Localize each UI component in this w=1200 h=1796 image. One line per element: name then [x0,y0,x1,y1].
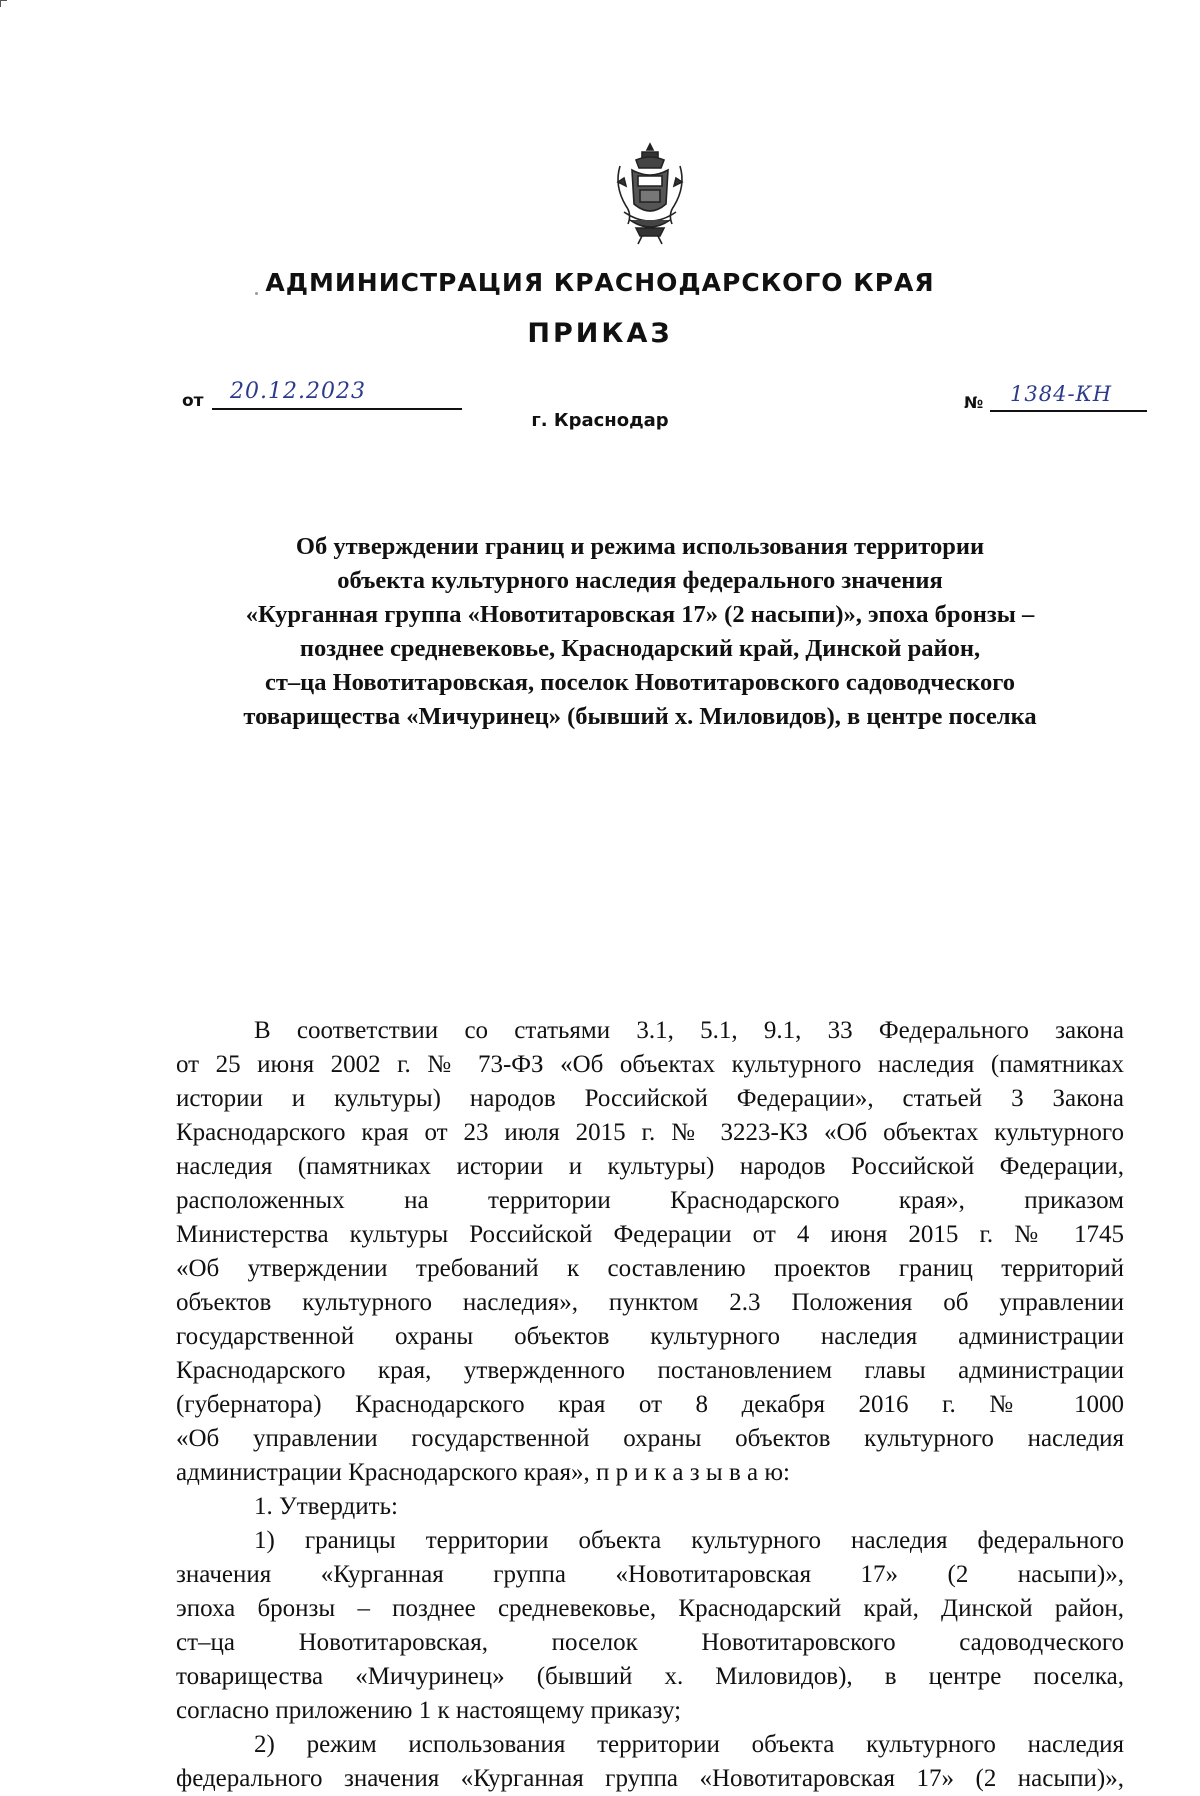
body-line: «Об утверждении требований к составлению проектов границ территорий [176,1255,1124,1282]
body-line: эпоха бронзы – позднее средневековье, Краснодарский край, Динской район, [176,1595,1124,1622]
issue-place: г. Краснодар [531,410,669,431]
body-line: от 25 июня 2002 г. № 73-ФЗ «Об объектах культурного наследия (памятниках [176,1051,1124,1078]
order-title [170,530,1110,734]
body-line: согласно приложению 1 к настоящему приказу; [176,1697,682,1724]
clause-heading: 1. Утвердить: [254,1493,398,1520]
number-sign: № [964,393,984,412]
order-body [176,1014,1124,1796]
body-line: администрации Краснодарского края», п р и к а з ы в а ю: [176,1459,790,1486]
scan-corner-mark [0,0,7,7]
document-type: ПРИКАЗ [527,318,673,349]
title-line: объекта культурного наследия федерального значения [337,567,943,594]
body-line: истории и культуры) народов Российской Федерации», статьей 3 Закона [176,1085,1124,1112]
title-line: Об утверждении границ и режима использования территории [295,533,985,560]
title-line: товарищества «Мичуринец» (бывший х. Миловидов), в центре поселка [243,703,1037,730]
body-line: государственной охраны объектов культурного наследия администрации [176,1323,1124,1350]
body-line: 1) границы территории объекта культурного наследия федерального [254,1527,1124,1554]
body-line: В соответствии со статьями 3.1, 5.1, 9.1, 33 Федерального закона [254,1017,1124,1044]
title-line: «Курганная группа «Новотитаровская 17» (2 насыпи)», эпоха бронзы – [245,601,1035,628]
number-underline [990,410,1147,412]
handwritten-date: 20.12.2023 [230,379,366,404]
body-line: 2) режим использования территории объекта культурного наследия [254,1731,1124,1758]
body-line: Министерства культуры Российской Федерации от 4 июня 2015 г. № 1745 [176,1221,1124,1248]
agency-name: АДМИНИСТРАЦИЯ КРАСНОДАРСКОГО КРАЯ [265,268,935,297]
body-line: федерального значения «Курганная группа «Новотитаровская 17» (2 насыпи)», [176,1765,1124,1792]
body-line: «Об управлении государственной охраны объектов культурного наследия [176,1425,1124,1452]
body-line: расположенных на территории Краснодарского края», приказом [176,1187,1124,1214]
body-line: Краснодарского края от 23 июля 2015 г. № 3223-КЗ «Об объектах культурного [176,1119,1124,1146]
title-line: ст–ца Новотитаровская, поселок Новотитаровского садоводческого [264,669,1016,696]
body-line: значения «Курганная группа «Новотитаровская 17» (2 насыпи)», [176,1561,1124,1588]
body-line: ст–ца Новотитаровская, поселок Новотитаровского садоводческого [176,1629,1124,1656]
body-line: наследия (памятниках истории и культуры) народов Российской Федерации, [176,1153,1124,1180]
krasnodar-coat-of-arms-emblem [612,142,688,246]
date-prefix: от [182,391,204,411]
body-line: объектов культурного наследия», пунктом 2.3 Положения об управлении [176,1289,1124,1316]
body-line: товарищества «Мичуринец» (бывший х. Миловидов), в центре поселка, [176,1663,1124,1690]
title-line: позднее средневековье, Краснодарский край, Динской район, [299,635,981,662]
body-line: (губернатора) Краснодарского края от 8 декабря 2016 г. № 1000 [176,1391,1124,1418]
handwritten-order-number: 1384-КН [1010,382,1113,406]
body-line: Краснодарского края, утвержденного постановлением главы администрации [176,1357,1124,1384]
